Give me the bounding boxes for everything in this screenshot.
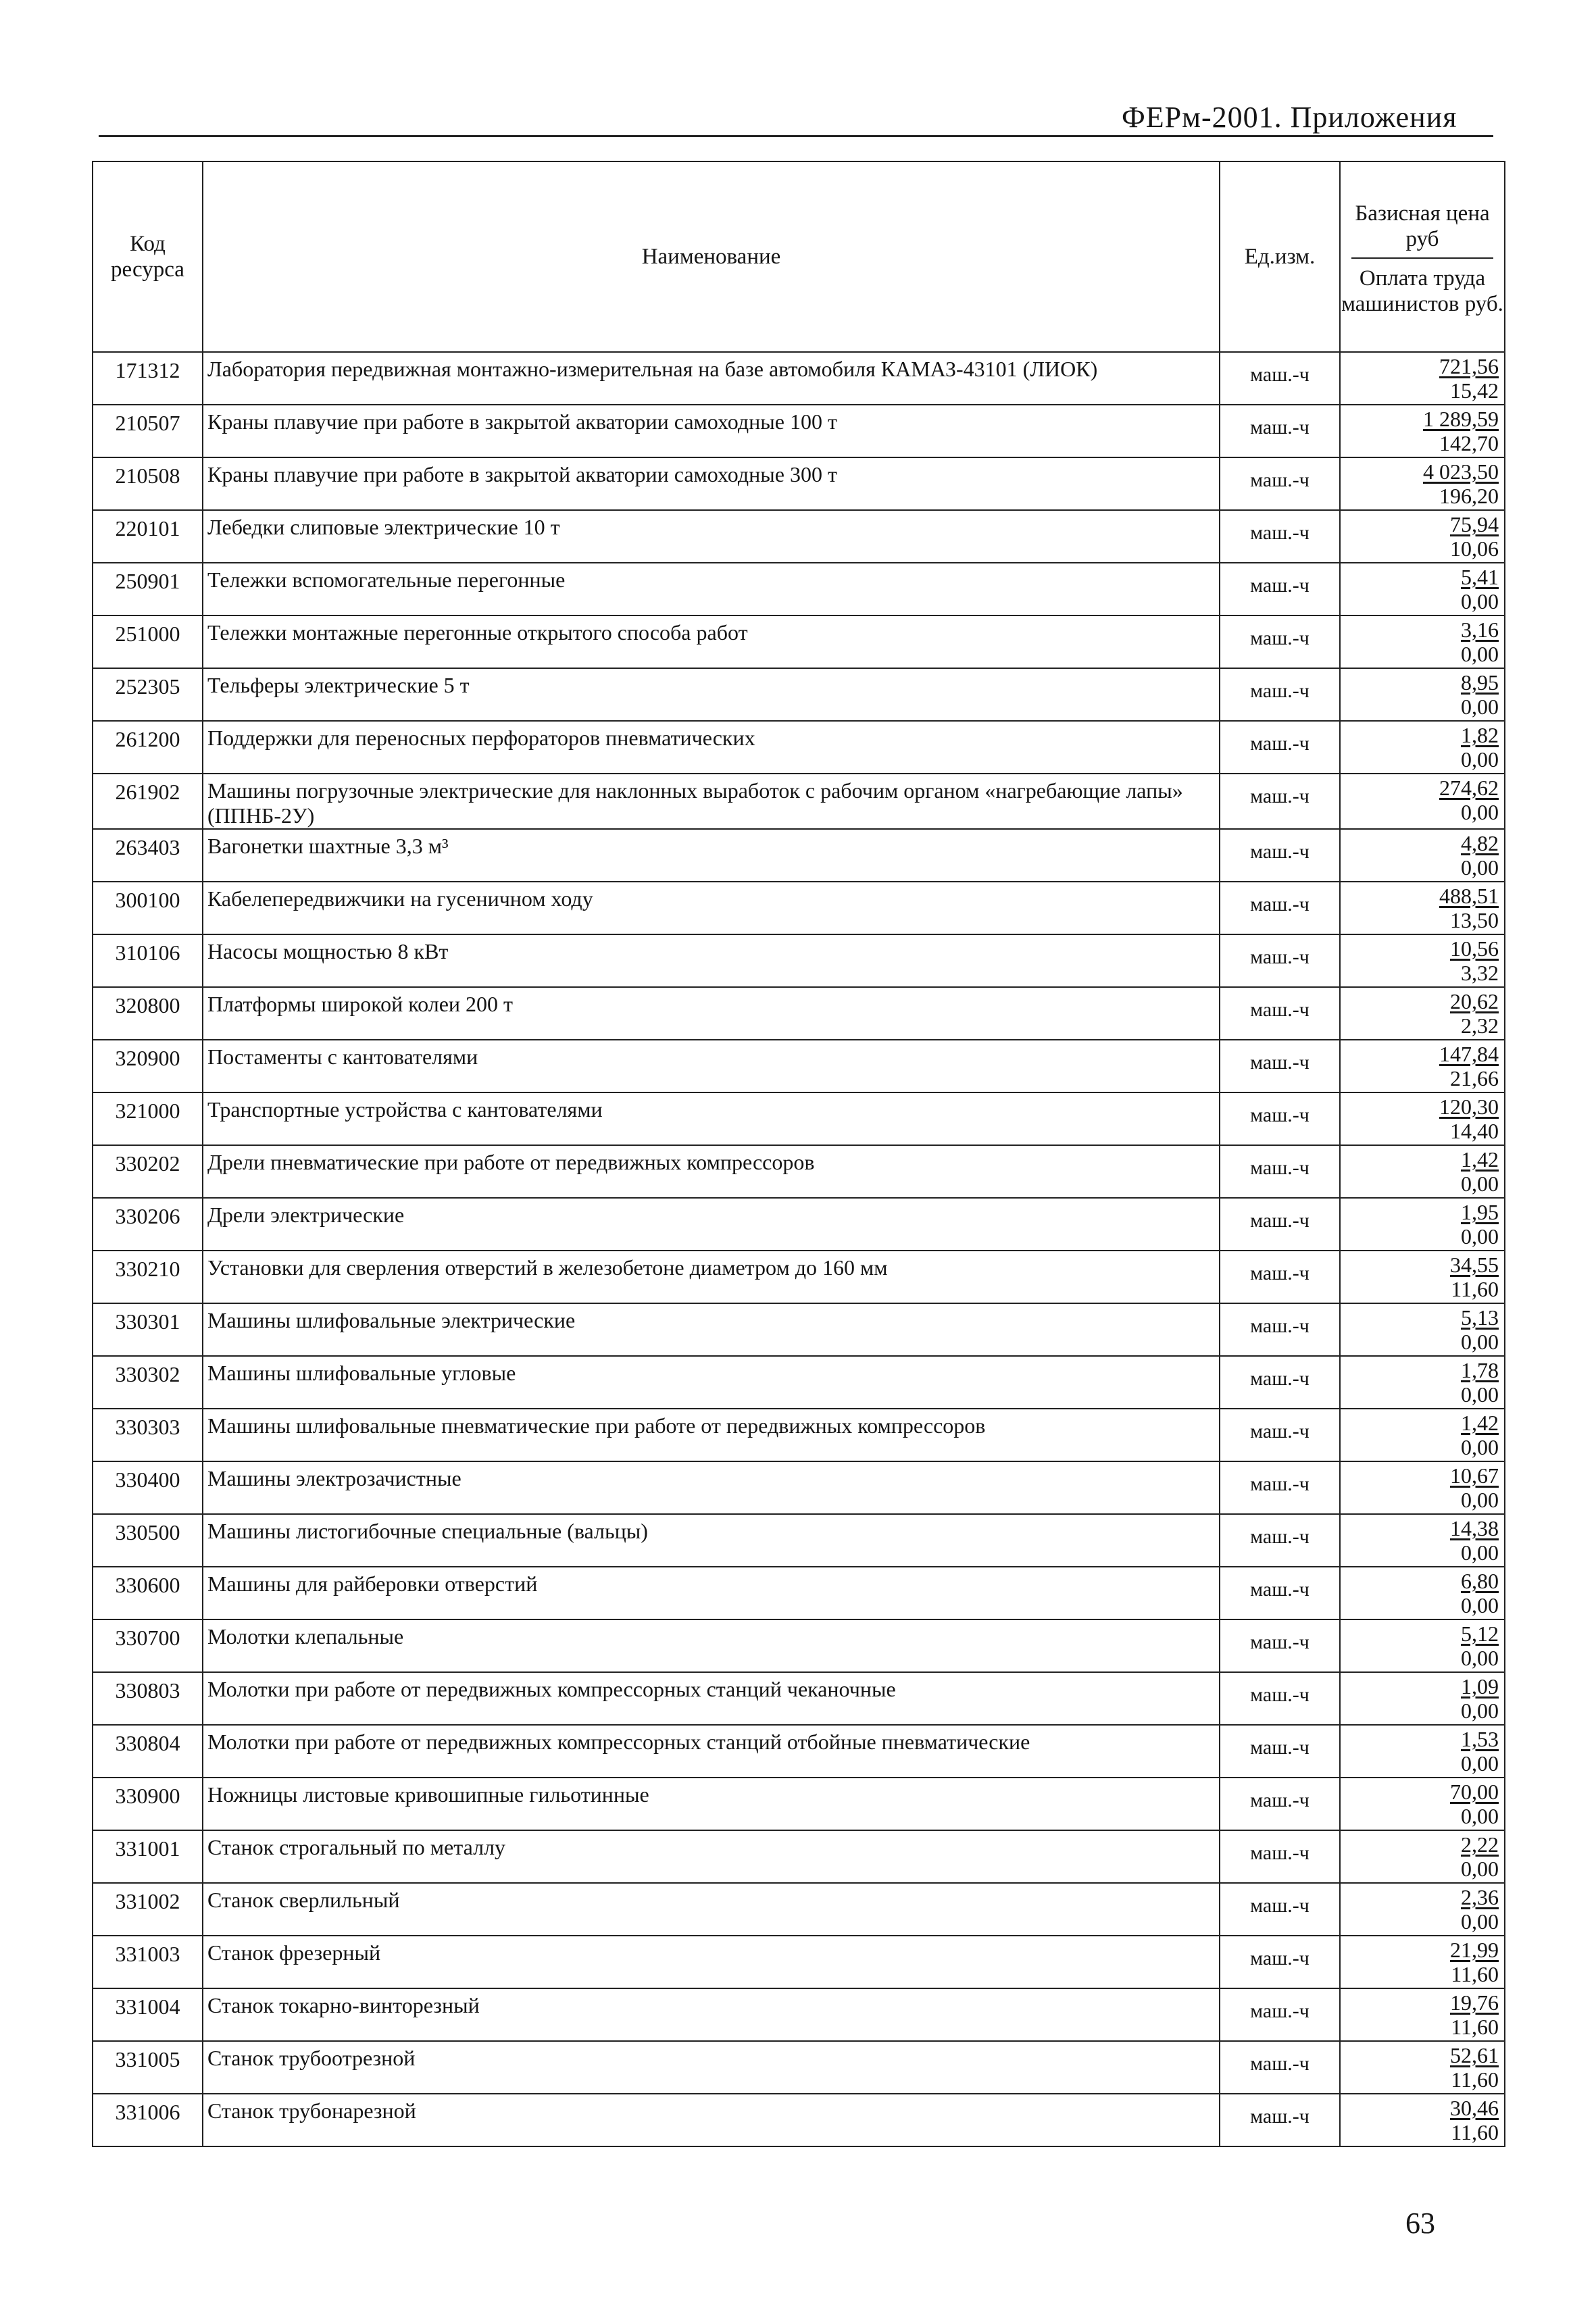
resource-unit: маш.-ч — [1220, 774, 1340, 829]
resource-unit: маш.-ч — [1220, 1672, 1340, 1725]
price-cell — [1340, 2094, 1505, 2146]
resource-unit: маш.-ч — [1220, 829, 1340, 882]
resource-name: Молотки при работе от передвижных компрессорных станций чеканочные — [203, 1672, 1220, 1725]
table-row — [93, 1145, 1505, 1198]
resource-name: Постаменты с кантователями — [203, 1040, 1220, 1092]
base-price: 1,09 — [1461, 1674, 1499, 1699]
resource-code: 300100 — [93, 882, 203, 934]
base-price: 19,76 — [1450, 1990, 1499, 2015]
table-row — [93, 1198, 1505, 1251]
base-price: 1,82 — [1461, 723, 1499, 747]
resource-name: Установки для сверления отверстий в железобетоне диаметром до 160 мм — [203, 1251, 1220, 1303]
resource-code: 252305 — [93, 668, 203, 721]
table-row — [93, 1251, 1505, 1303]
operator-wage: 11,60 — [1451, 2015, 1499, 2039]
resource-unit: маш.-ч — [1220, 934, 1340, 987]
resource-name: Насосы мощностью 8 кВт — [203, 934, 1220, 987]
base-price: 70,00 — [1450, 1780, 1499, 1804]
resource-unit: маш.-ч — [1220, 1198, 1340, 1251]
resource-unit: маш.-ч — [1220, 1988, 1340, 2041]
price-cell — [1340, 1567, 1505, 1619]
price-cell — [1340, 934, 1505, 987]
table-row — [93, 1830, 1505, 1883]
table-row — [93, 1778, 1505, 1830]
table-row — [93, 882, 1505, 934]
table-row — [93, 668, 1505, 721]
operator-wage: 11,60 — [1451, 2120, 1499, 2144]
operator-wage: 14,40 — [1450, 1119, 1499, 1143]
operator-wage: 0,00 — [1461, 747, 1499, 772]
resource-unit: маш.-ч — [1220, 1567, 1340, 1619]
base-price: 147,84 — [1439, 1042, 1499, 1066]
resource-unit: маш.-ч — [1220, 2041, 1340, 2094]
column-header-operator-wage: Оплата труда машинистов руб. — [1341, 266, 1503, 316]
operator-wage: 0,00 — [1461, 1382, 1499, 1407]
resource-name: Тележки вспомогательные перегонные — [203, 563, 1220, 615]
resource-code: 251000 — [93, 615, 203, 668]
price-cell — [1340, 1883, 1505, 1936]
table-row — [93, 1409, 1505, 1461]
base-price: 1,42 — [1461, 1411, 1499, 1435]
base-price: 1 289,59 — [1423, 407, 1499, 431]
price-cell — [1340, 1672, 1505, 1725]
price-cell — [1340, 2041, 1505, 2094]
resource-name: Станок токарно-винторезный — [203, 1988, 1220, 2041]
resource-code: 330210 — [93, 1251, 203, 1303]
price-cell — [1340, 1409, 1505, 1461]
operator-wage: 13,50 — [1450, 908, 1499, 932]
resource-code: 330803 — [93, 1672, 203, 1725]
resource-unit: маш.-ч — [1220, 1409, 1340, 1461]
table-row — [93, 1461, 1505, 1514]
resource-name: Машины листогибочные специальные (вальцы) — [203, 1514, 1220, 1567]
base-price: 20,62 — [1450, 989, 1499, 1013]
resource-name: Транспортные устройства с кантователями — [203, 1092, 1220, 1145]
table-row — [93, 774, 1505, 829]
resource-name: Молотки клепальные — [203, 1619, 1220, 1672]
resource-name: Машины шлифовальные электрические — [203, 1303, 1220, 1356]
price-cell — [1340, 1936, 1505, 1988]
base-price: 10,56 — [1450, 936, 1499, 961]
base-price: 2,36 — [1461, 1885, 1499, 1909]
base-price: 1,53 — [1461, 1727, 1499, 1751]
price-cell — [1340, 668, 1505, 721]
price-cell — [1340, 563, 1505, 615]
resource-name: Краны плавучие при работе в закрытой акватории самоходные 300 т — [203, 457, 1220, 510]
operator-wage: 11,60 — [1451, 1962, 1499, 1986]
operator-wage: 10,06 — [1450, 536, 1499, 561]
resource-name: Станок строгальный по металлу — [203, 1830, 1220, 1883]
resource-unit: маш.-ч — [1220, 563, 1340, 615]
base-price: 30,46 — [1450, 2096, 1499, 2120]
resource-code: 220101 — [93, 510, 203, 563]
resource-table — [92, 161, 1505, 2147]
column-header-price — [1340, 161, 1505, 352]
operator-wage: 0,00 — [1461, 1699, 1499, 1723]
resource-name: Машины электрозачистные — [203, 1461, 1220, 1514]
table-row — [93, 615, 1505, 668]
resource-code: 171312 — [93, 352, 203, 405]
resource-code: 330400 — [93, 1461, 203, 1514]
price-cell — [1340, 721, 1505, 774]
resource-code: 330202 — [93, 1145, 203, 1198]
base-price: 488,51 — [1439, 884, 1499, 908]
operator-wage: 0,00 — [1461, 589, 1499, 613]
resource-code: 261902 — [93, 774, 203, 829]
resource-code: 330500 — [93, 1514, 203, 1567]
operator-wage: 0,00 — [1461, 1488, 1499, 1512]
price-cell — [1340, 1092, 1505, 1145]
table-row — [93, 1988, 1505, 2041]
price-cell — [1340, 1830, 1505, 1883]
table-row — [93, 1303, 1505, 1356]
operator-wage: 0,00 — [1461, 1646, 1499, 1670]
resource-unit: маш.-ч — [1220, 405, 1340, 457]
resource-name: Поддержки для переносных перфораторов пневматических — [203, 721, 1220, 774]
resource-name: Машины для райберовки отверстий — [203, 1567, 1220, 1619]
price-cell — [1340, 1040, 1505, 1092]
resource-name: Лаборатория передвижная монтажно-измерительная на базе автомобиля КАМАЗ-43101 (ЛИОК) — [203, 352, 1220, 405]
base-price: 21,99 — [1450, 1938, 1499, 1962]
column-header-code: Код ресурса — [93, 161, 203, 352]
base-price: 721,56 — [1439, 354, 1499, 378]
price-cell — [1340, 510, 1505, 563]
header-rule — [99, 135, 1493, 137]
resource-name: Краны плавучие при работе в закрытой акватории самоходные 100 т — [203, 405, 1220, 457]
base-price: 4,82 — [1461, 831, 1499, 855]
operator-wage: 0,00 — [1461, 1593, 1499, 1617]
table-row — [93, 457, 1505, 510]
base-price: 5,41 — [1461, 565, 1499, 589]
resource-name: Дрели электрические — [203, 1198, 1220, 1251]
resource-code: 331005 — [93, 2041, 203, 2094]
resource-name: Вагонетки шахтные 3,3 м³ — [203, 829, 1220, 882]
resource-unit: маш.-ч — [1220, 1303, 1340, 1356]
resource-unit: маш.-ч — [1220, 1092, 1340, 1145]
resource-code: 263403 — [93, 829, 203, 882]
resource-unit: маш.-ч — [1220, 1356, 1340, 1409]
price-cell — [1340, 1514, 1505, 1567]
resource-code: 320800 — [93, 987, 203, 1040]
base-price: 4 023,50 — [1423, 459, 1499, 484]
resource-name: Платформы широкой колеи 200 т — [203, 987, 1220, 1040]
table-row — [93, 2094, 1505, 2146]
table-row — [93, 829, 1505, 882]
resource-code: 331002 — [93, 1883, 203, 1936]
resource-unit: маш.-ч — [1220, 1778, 1340, 1830]
base-price: 8,95 — [1461, 670, 1499, 695]
resource-code: 310106 — [93, 934, 203, 987]
table-row — [93, 1672, 1505, 1725]
price-cell — [1340, 1251, 1505, 1303]
resource-unit: маш.-ч — [1220, 1883, 1340, 1936]
price-cell — [1340, 774, 1505, 829]
operator-wage: 0,00 — [1461, 1857, 1499, 1881]
price-cell — [1340, 457, 1505, 510]
resource-unit: маш.-ч — [1220, 721, 1340, 774]
operator-wage: 15,42 — [1450, 378, 1499, 403]
resource-code: 261200 — [93, 721, 203, 774]
resource-unit: маш.-ч — [1220, 457, 1340, 510]
table-row — [93, 1725, 1505, 1778]
operator-wage: 0,00 — [1461, 1909, 1499, 1934]
resource-unit: маш.-ч — [1220, 2094, 1340, 2146]
resource-name: Тележки монтажные перегонные открытого способа работ — [203, 615, 1220, 668]
price-cell — [1340, 1198, 1505, 1251]
column-header-divider — [1351, 257, 1493, 259]
base-price: 274,62 — [1439, 776, 1499, 800]
resource-code: 330600 — [93, 1567, 203, 1619]
resource-code: 331003 — [93, 1936, 203, 1988]
price-cell — [1340, 1619, 1505, 1672]
resource-code: 330303 — [93, 1409, 203, 1461]
operator-wage: 0,00 — [1461, 800, 1499, 824]
base-price: 14,38 — [1450, 1516, 1499, 1540]
page-number: 63 — [1405, 2207, 1435, 2240]
column-header-unit: Ед.изм. — [1220, 161, 1340, 352]
resource-name: Машины шлифовальные угловые — [203, 1356, 1220, 1409]
resource-unit: маш.-ч — [1220, 1251, 1340, 1303]
table-row — [93, 1567, 1505, 1619]
table-row — [93, 563, 1505, 615]
base-price: 3,16 — [1461, 618, 1499, 642]
table-row — [93, 721, 1505, 774]
base-price: 5,13 — [1461, 1305, 1499, 1330]
base-price: 75,94 — [1450, 512, 1499, 536]
resource-code: 210507 — [93, 405, 203, 457]
resource-name: Станок фрезерный — [203, 1936, 1220, 1988]
resource-unit: маш.-ч — [1220, 1040, 1340, 1092]
price-cell — [1340, 1988, 1505, 2041]
base-price: 1,42 — [1461, 1147, 1499, 1172]
price-cell — [1340, 1725, 1505, 1778]
price-cell — [1340, 1778, 1505, 1830]
base-price: 5,12 — [1461, 1621, 1499, 1646]
price-cell — [1340, 1303, 1505, 1356]
table-row — [93, 510, 1505, 563]
resource-code: 331006 — [93, 2094, 203, 2146]
resource-code: 330302 — [93, 1356, 203, 1409]
price-cell — [1340, 882, 1505, 934]
base-price: 120,30 — [1439, 1095, 1499, 1119]
resource-unit: маш.-ч — [1220, 668, 1340, 721]
resource-name: Лебедки слиповые электрические 10 т — [203, 510, 1220, 563]
operator-wage: 0,00 — [1461, 1435, 1499, 1459]
resource-name: Станок трубоотрезной — [203, 2041, 1220, 2094]
operator-wage: 0,00 — [1461, 855, 1499, 880]
base-price: 1,95 — [1461, 1200, 1499, 1224]
resource-code: 331001 — [93, 1830, 203, 1883]
resource-name: Машины шлифовальные пневматические при работе от передвижных компрессоров — [203, 1409, 1220, 1461]
table-row — [93, 2041, 1505, 2094]
resource-name: Машины погрузочные электрические для наклонных выработок с рабочим органом «нагребающие лапы» (ППНБ-2У) — [203, 774, 1220, 829]
resource-code: 330900 — [93, 1778, 203, 1830]
resource-unit: маш.-ч — [1220, 1619, 1340, 1672]
table-row — [93, 1356, 1505, 1409]
base-price: 10,67 — [1450, 1463, 1499, 1488]
price-cell — [1340, 1461, 1505, 1514]
price-cell — [1340, 1145, 1505, 1198]
resource-unit: маш.-ч — [1220, 1830, 1340, 1883]
resource-code: 330301 — [93, 1303, 203, 1356]
resource-unit: маш.-ч — [1220, 882, 1340, 934]
resource-unit: маш.-ч — [1220, 615, 1340, 668]
base-price: 34,55 — [1450, 1253, 1499, 1277]
page-header: ФЕРм-2001. Приложения — [1122, 101, 1457, 134]
base-price: 2,22 — [1461, 1832, 1499, 1857]
operator-wage: 0,00 — [1461, 642, 1499, 666]
resource-code: 330700 — [93, 1619, 203, 1672]
resource-code: 321000 — [93, 1092, 203, 1145]
operator-wage: 0,00 — [1461, 1804, 1499, 1828]
operator-wage: 0,00 — [1461, 1540, 1499, 1565]
column-header-name: Наименование — [203, 161, 1220, 352]
operator-wage: 196,20 — [1439, 484, 1499, 508]
operator-wage: 21,66 — [1450, 1066, 1499, 1090]
base-price: 1,78 — [1461, 1358, 1499, 1382]
resource-name: Кабелепередвижчики на гусеничном ходу — [203, 882, 1220, 934]
operator-wage: 2,32 — [1461, 1013, 1499, 1038]
operator-wage: 142,70 — [1439, 431, 1499, 455]
price-cell — [1340, 987, 1505, 1040]
price-cell — [1340, 1356, 1505, 1409]
resource-code: 320900 — [93, 1040, 203, 1092]
table-row — [93, 405, 1505, 457]
resource-unit: маш.-ч — [1220, 1145, 1340, 1198]
operator-wage: 0,00 — [1461, 1751, 1499, 1776]
operator-wage: 11,60 — [1451, 2067, 1499, 2092]
resource-name: Станок трубонарезной — [203, 2094, 1220, 2146]
resource-unit: маш.-ч — [1220, 1725, 1340, 1778]
operator-wage: 0,00 — [1461, 695, 1499, 719]
table-row — [93, 987, 1505, 1040]
resource-unit: маш.-ч — [1220, 510, 1340, 563]
table-row — [93, 1619, 1505, 1672]
resource-unit: маш.-ч — [1220, 1514, 1340, 1567]
resource-code: 210508 — [93, 457, 203, 510]
price-cell — [1340, 829, 1505, 882]
table-row — [93, 1883, 1505, 1936]
resource-name: Ножницы листовые кривошипные гильотинные — [203, 1778, 1220, 1830]
resource-unit: маш.-ч — [1220, 987, 1340, 1040]
table-row — [93, 1936, 1505, 1988]
resource-name: Молотки при работе от передвижных компрессорных станций отбойные пневматические — [203, 1725, 1220, 1778]
resource-code: 250901 — [93, 563, 203, 615]
resource-unit: маш.-ч — [1220, 352, 1340, 405]
table-row — [93, 934, 1505, 987]
operator-wage: 0,00 — [1461, 1224, 1499, 1249]
resource-name: Станок сверлильный — [203, 1883, 1220, 1936]
resource-unit: маш.-ч — [1220, 1936, 1340, 1988]
resource-unit: маш.-ч — [1220, 1461, 1340, 1514]
operator-wage: 11,60 — [1451, 1277, 1499, 1301]
base-price: 6,80 — [1461, 1569, 1499, 1593]
resource-code: 330206 — [93, 1198, 203, 1251]
price-cell — [1340, 405, 1505, 457]
resource-name: Дрели пневматические при работе от передвижных компрессоров — [203, 1145, 1220, 1198]
resource-name: Тельферы электрические 5 т — [203, 668, 1220, 721]
table-body — [93, 352, 1505, 2146]
base-price: 52,61 — [1450, 2043, 1499, 2067]
price-cell — [1340, 352, 1505, 405]
operator-wage: 3,32 — [1461, 961, 1499, 985]
resource-code: 331004 — [93, 1988, 203, 2041]
table-row — [93, 1040, 1505, 1092]
table-row — [93, 352, 1505, 405]
operator-wage: 0,00 — [1461, 1330, 1499, 1354]
table-row — [93, 1092, 1505, 1145]
column-header-base-price: Базисная цена руб — [1355, 201, 1490, 251]
resource-code: 330804 — [93, 1725, 203, 1778]
operator-wage: 0,00 — [1461, 1172, 1499, 1196]
table-row — [93, 1514, 1505, 1567]
table-header-row — [93, 161, 1505, 352]
price-cell — [1340, 615, 1505, 668]
